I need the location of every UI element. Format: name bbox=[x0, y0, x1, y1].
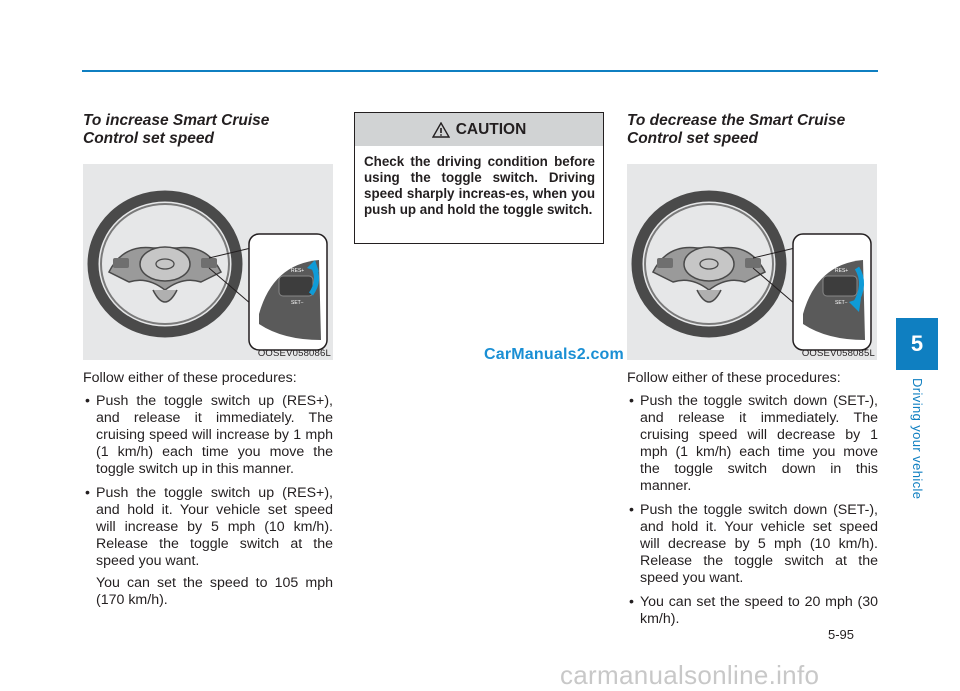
figure-code: OOSEV058086L bbox=[257, 348, 331, 359]
set-label: SET− bbox=[291, 300, 304, 306]
steering-wheel-illustration bbox=[83, 164, 333, 360]
steering-wheel-figure bbox=[627, 164, 877, 360]
intro-text: Follow either of these procedures: bbox=[83, 370, 297, 386]
section-heading bbox=[83, 112, 333, 148]
section-heading bbox=[627, 112, 878, 148]
right-column bbox=[627, 112, 878, 635]
figure-code: OOSEV058085L bbox=[801, 348, 875, 359]
page-number: 5-95 bbox=[828, 627, 855, 642]
steering-wheel-illustration bbox=[627, 164, 877, 360]
steering-wheel-figure bbox=[83, 164, 333, 360]
watermark: CarManuals2.com bbox=[484, 346, 624, 363]
heading-line: Control set speed bbox=[83, 130, 214, 147]
caution-text: Check the driving condition before using the toggle switch. Driving speed sharply increas-es, when you push up and hold the toggle switch. bbox=[364, 154, 595, 217]
top-rule bbox=[82, 70, 878, 72]
footer-watermark: carmanualsonline.info bbox=[560, 660, 820, 690]
set-label: SET− bbox=[835, 300, 848, 306]
list-item: • You can set the speed to 20 mph (30 km/h). bbox=[627, 594, 878, 628]
res-label: RES+ bbox=[835, 268, 849, 274]
chapter-tab: 5 bbox=[896, 318, 938, 370]
procedure-list bbox=[627, 393, 878, 628]
procedure-list bbox=[83, 393, 333, 570]
list-item: • Push the toggle switch down (SET-), and release it immediately. The cruising speed will decrease by 1 mph (1 km/h) each time you move the toggle switch down in this manner. bbox=[627, 393, 878, 495]
warning-triangle-icon bbox=[432, 122, 450, 138]
chapter-label-text: Driving your vehicle bbox=[910, 378, 925, 500]
caution-box bbox=[354, 112, 604, 244]
continuation-text: You can set the speed to 105 mph (170 km/h). bbox=[96, 575, 333, 608]
res-label: RES+ bbox=[291, 268, 305, 274]
heading-line: To decrease the Smart Cruise bbox=[627, 112, 846, 129]
heading-line: To increase Smart Cruise bbox=[83, 112, 270, 129]
list-item: • Push the toggle switch up (RES+), and release it immediately. The cruising speed will increase by 1 mph (1 km/h) each time you move the toggle switch up in this manner. bbox=[83, 393, 333, 478]
intro-text: Follow either of these procedures: bbox=[627, 370, 841, 386]
caution-header bbox=[355, 113, 603, 146]
list-item: • Push the toggle switch up (RES+), and hold it. Your vehicle set speed will increase by 5 mph (10 km/h). Release the toggle switch at the speed you want. bbox=[83, 485, 333, 570]
chapter-label bbox=[897, 378, 937, 498]
heading-line: Control set speed bbox=[627, 130, 758, 147]
list-item: • Push the toggle switch down (SET-), and hold it. Your vehicle set speed will decrease by 5 mph (10 km/h). Release the toggle switch at the speed you want. bbox=[627, 502, 878, 587]
left-column bbox=[83, 112, 333, 609]
caution-title: CAUTION bbox=[455, 120, 527, 138]
